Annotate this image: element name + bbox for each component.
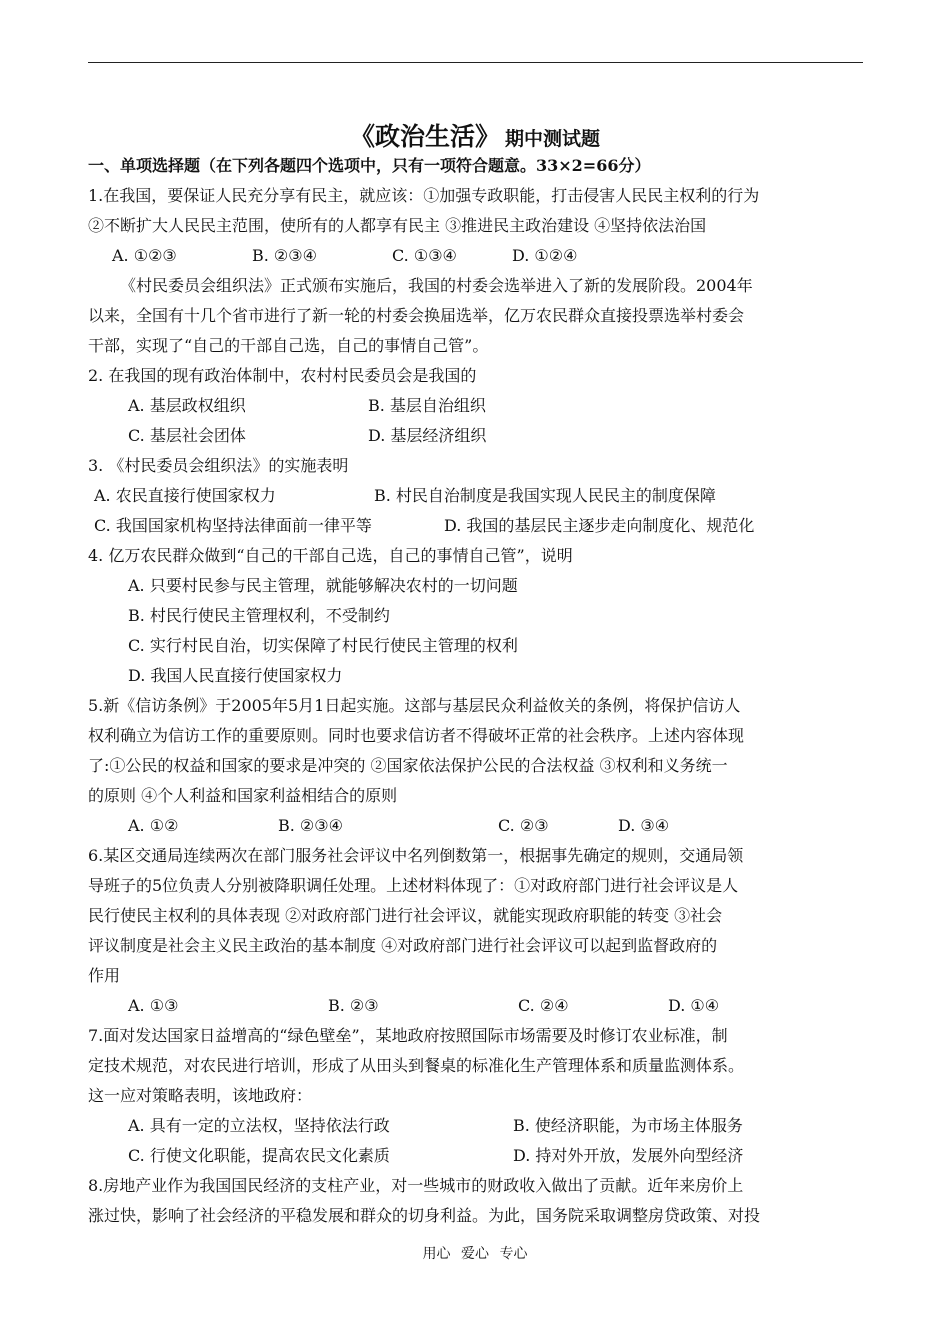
question-6-line-3: 民行使民主权利的具体表现 ②对政府部门进行社会评议，就能实现政府职能的转变 ③社会 [88, 906, 723, 925]
option-c: C. ①③④ [392, 246, 457, 265]
passage-line-3: 干部，实现了“自己的干部自己选，自己的事情自己管”。 [88, 336, 489, 355]
option-b: B. 使经济职能，为市场主体服务 [513, 1116, 743, 1135]
option-a: A. ①② [128, 816, 179, 835]
option-a: A. ①③ [128, 996, 179, 1015]
question-6-line-4: 评议制度是社会主义民主政治的基本制度 ④对政府部门进行社会评议可以起到监督政府的 [88, 936, 718, 955]
question-3-options-row-2 [88, 511, 865, 541]
option-c: C. 实行村民自治，切实保障了村民行使民主管理的权利 [128, 636, 518, 655]
question-5-line-4: 的原则 ④个人利益和国家利益相结合的原则 [88, 786, 398, 805]
option-c: C. 我国国家机构坚持法律面前一律平等 [94, 516, 372, 535]
question-7-line-2: 定技术规范，对农民进行培训，形成了从田头到餐桌的标准化生产管理体系和质量监测体系。 [88, 1056, 745, 1075]
section-heading: 一、单项选择题（在下列各题四个选项中，只有一项符合题意。33×2=66分） [88, 156, 651, 175]
question-7-options-row-2 [88, 1141, 865, 1171]
option-a: A. ①②③ [112, 246, 177, 265]
passage-line-1: 《村民委员会组织法》正式颁布实施后，我国的村委会选举进入了新的发展阶段。2004年 [120, 276, 753, 295]
option-d: D. 基层经济组织 [368, 426, 487, 445]
option-b: B. 村民自治制度是我国实现人民民主的制度保障 [374, 486, 716, 505]
header-rule [88, 62, 863, 63]
question-6-options [88, 991, 865, 1021]
option-d: D. ①②④ [512, 246, 578, 265]
question-8-line-2: 涨过快，影响了社会经济的平稳发展和群众的切身利益。为此，国务院采取调整房贷政策、对投 [88, 1206, 761, 1225]
question-5-line-2: 权利确立为信访工作的重要原则。同时也要求信访者不得破坏正常的社会秩序。上述内容体现 [88, 726, 745, 745]
option-c: C. 基层社会团体 [128, 426, 246, 445]
option-c: C. ②③ [498, 816, 549, 835]
passage-line-2: 以来，全国有十几个省市进行了新一轮的村委会换届选举，亿万农民群众直接投票选举村委会 [88, 306, 745, 325]
option-b: B. ②③④ [278, 816, 343, 835]
question-2-options-row-1 [88, 391, 865, 421]
option-d: D. 我国人民直接行使国家权力 [128, 666, 343, 685]
option-d: D. 持对外开放，发展外向型经济 [513, 1146, 744, 1165]
option-b: B. ②③④ [252, 246, 317, 265]
question-2-options-row-2 [88, 421, 865, 451]
question-4-stem: 4. 亿万农民群众做到“自己的干部自己选，自己的事情自己管”，说明 [88, 546, 573, 565]
title-main: 《政治生活》 [349, 122, 500, 151]
option-a: A. 具有一定的立法权，坚持依法行政 [128, 1116, 390, 1135]
question-1-line-2: ②不断扩大人民民主范围，使所有的人都享有民主 ③推进民主政治建设 ④坚持依法治国 [88, 216, 707, 235]
question-7-line-1: 7.面对发达国家日益增高的“绿色壁垒”，某地政府按照国际市场需要及时修订农业标准，制 [88, 1026, 728, 1045]
option-b: B. 村民行使民主管理权利，不受制约 [128, 606, 390, 625]
option-c: C. ②④ [518, 996, 569, 1015]
option-d: D. ①④ [668, 996, 720, 1015]
question-6-line-1: 6.某区交通局连续两次在部门服务社会评议中名列倒数第一，根据事先确定的规则，交通局领 [88, 846, 744, 865]
question-1-options [88, 241, 865, 271]
document-body [88, 151, 865, 1231]
question-3-options-row-1 [88, 481, 865, 511]
option-a: A. 只要村民参与民主管理，就能够解决农村的一切问题 [128, 576, 518, 595]
question-6-line-5: 作用 [88, 966, 121, 985]
question-6-line-2: 导班子的5位负责人分别被降职调任处理。上述材料体现了：①对政府部门进行社会评议是人 [88, 876, 739, 895]
question-3-stem: 3. 《村民委员会组织法》的实施表明 [88, 456, 349, 475]
question-5-options [88, 811, 865, 841]
question-7-line-3: 这一应对策略表明，该地政府： [88, 1086, 313, 1105]
question-8-line-1: 8.房地产业作为我国国民经济的支柱产业，对一些城市的财政收入做出了贡献。近年来房价上 [88, 1176, 744, 1195]
question-5-line-3: 了:①公民的权益和国家的要求是冲突的 ②国家依法保护公民的合法权益 ③权利和义务统一 [88, 756, 728, 775]
option-c: C. 行使文化职能，提高农民文化素质 [128, 1146, 390, 1165]
option-a: A. 基层政权组织 [128, 396, 246, 415]
title-sub: 期中测试题 [505, 128, 601, 150]
option-d: D. 我国的基层民主逐步走向制度化、规范化 [444, 516, 755, 535]
question-5-line-1: 5.新《信访条例》于2005年5月1日起实施。这部与基层民众利益攸关的条例，将保护信访人 [88, 696, 741, 715]
question-1-line-1: 1.在我国，要保证人民充分享有民主，就应该：①加强专政职能，打击侵害人民民主权利的行为 [88, 186, 760, 205]
option-b: B. 基层自治组织 [368, 396, 486, 415]
page-footer: 用心 爱心 专心 [422, 1246, 528, 1262]
option-b: B. ②③ [328, 996, 379, 1015]
question-7-options-row-1 [88, 1111, 865, 1141]
question-2-stem: 2. 在我国的现有政治体制中，农村村民委员会是我国的 [88, 366, 477, 385]
option-a: A. 农民直接行使国家权力 [94, 486, 276, 505]
option-d: D. ③④ [618, 816, 670, 835]
